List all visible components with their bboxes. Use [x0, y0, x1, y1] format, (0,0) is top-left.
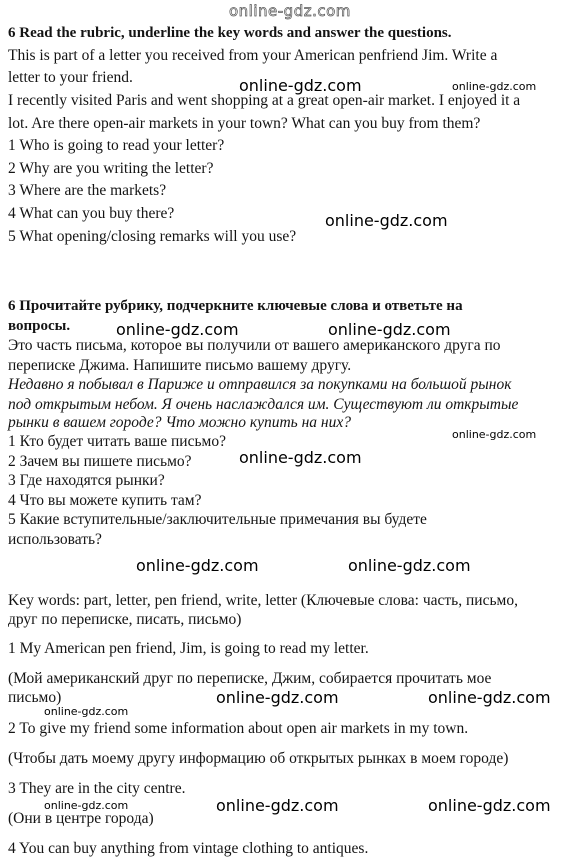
- site-watermark-top: online-gdz.com: [229, 2, 351, 20]
- intro-line-en-1: This is part of a letter you received from your American penfriend Jim. Write a: [8, 47, 498, 64]
- key-words-line-2: друг по переписке, писать, письмо): [8, 611, 242, 628]
- letter-line-ru-1: Недавно я побывал в Париже и отправился за покупками на большой рынок: [8, 376, 512, 393]
- watermark: online-gdz.com: [428, 688, 551, 707]
- answer-4: 4 You can buy anything from vintage clothing to antiques.: [8, 840, 369, 857]
- watermark: online-gdz.com: [116, 320, 239, 339]
- watermark: online-gdz.com: [136, 556, 259, 575]
- letter-line-en-1: I recently visited Paris and went shopping at a great open-air market. I enjoyed it a: [8, 92, 521, 109]
- question-ru-5-cont: использовать?: [8, 531, 102, 548]
- intro-line-en-2: letter to your friend.: [8, 69, 133, 86]
- watermark: online-gdz.com: [452, 428, 537, 441]
- watermark: online-gdz.com: [216, 796, 339, 815]
- question-ru-4: 4 Что вы можете купить там?: [8, 492, 202, 509]
- watermark: online-gdz.com: [348, 556, 471, 575]
- exercise-title-en: 6 Read the rubric, underline the key words and answer the questions.: [8, 25, 452, 41]
- letter-line-ru-3: рынки в вашем городе? Что можно купить на них?: [8, 414, 351, 431]
- question-en-3: 3 Where are the markets?: [8, 182, 167, 199]
- exercise-title-ru-1: 6 Прочитайте рубрику, подчеркните ключевые слова и ответьте на: [8, 298, 463, 314]
- letter-line-ru-2: под открытым небом. Я очень наслаждался им. Существуют ли открытые: [8, 396, 519, 413]
- watermark: online-gdz.com: [325, 211, 448, 230]
- question-en-2: 2 Why are you writing the letter?: [8, 160, 214, 177]
- watermark: online-gdz.com: [239, 76, 362, 95]
- question-en-4: 4 What can you buy there?: [8, 205, 175, 222]
- intro-line-ru-2: переписке Джима. Напишите письмо вашему другу.: [8, 357, 352, 374]
- key-words-line-1: Key words: part, letter, pen friend, write, letter (Ключевые слова: часть, письмо,: [8, 592, 518, 609]
- answer-1-ru-line-1: (Мой американский друг по переписке, Джим, собирается прочитать мое: [8, 670, 492, 687]
- answer-3: 3 They are in the city centre.: [8, 780, 186, 797]
- answer-3-ru: (Они в центре города): [8, 810, 154, 827]
- exercise-title-ru-2: вопросы.: [8, 318, 71, 334]
- watermark: online-gdz.com: [216, 688, 339, 707]
- letter-line-en-2: lot. Are there open-air markets in your town? What can you buy from them?: [8, 115, 481, 132]
- watermark: online-gdz.com: [239, 448, 362, 467]
- answer-2: 2 To give my friend some information about open air markets in my town.: [8, 720, 469, 737]
- question-ru-3: 3 Где находятся рынки?: [8, 472, 165, 489]
- question-ru-5: 5 Какие вступительные/заключительные примечания вы будете: [8, 511, 427, 528]
- question-en-1: 1 Who is going to read your letter?: [8, 137, 225, 154]
- question-ru-1: 1 Кто будет читать ваше письмо?: [8, 433, 226, 450]
- watermark: online-gdz.com: [452, 80, 537, 93]
- watermark: online-gdz.com: [328, 320, 451, 339]
- watermark: online-gdz.com: [44, 705, 129, 718]
- question-ru-2: 2 Зачем вы пишете письмо?: [8, 453, 192, 470]
- watermark: online-gdz.com: [428, 796, 551, 815]
- question-en-5: 5 What opening/closing remarks will you use?: [8, 228, 297, 245]
- watermark: online-gdz.com: [44, 799, 129, 812]
- answer-2-ru: (Чтобы дать моему другу информацию об открытых рынках в моем городе): [8, 750, 509, 767]
- answer-1-ru-line-2: письмо): [8, 689, 62, 706]
- intro-line-ru-1: Это часть письма, которое вы получили от вашего американского друга по: [8, 337, 501, 354]
- answer-1: 1 My American pen friend, Jim, is going to read my letter.: [8, 640, 369, 657]
